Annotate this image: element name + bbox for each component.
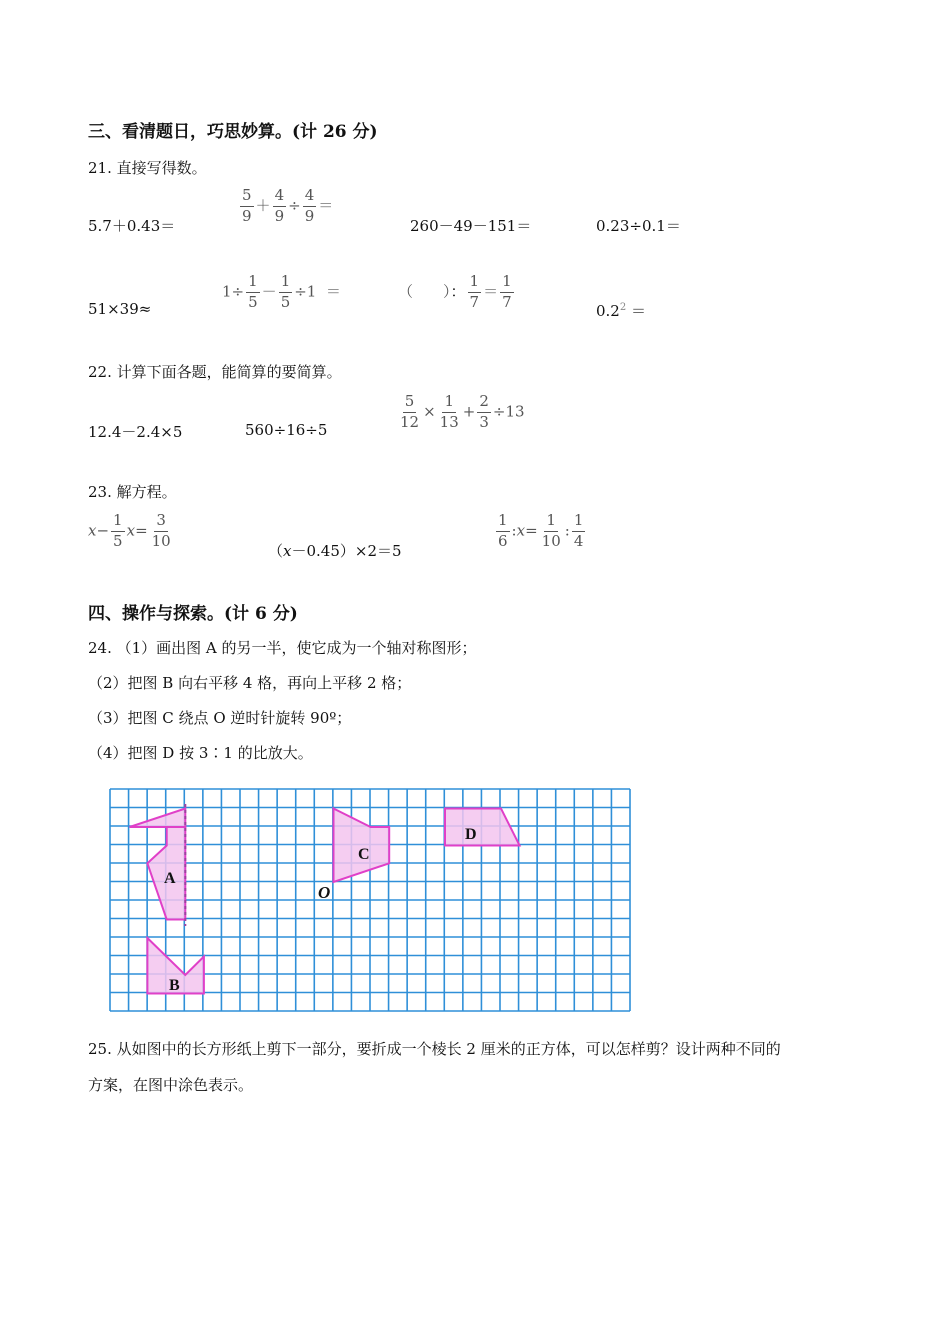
q21-item-6: 1÷ $\frac{1}{5}$ － $\frac{1}{5}$ ÷1 ＝: [222, 272, 341, 311]
q21-item-1: 5.7＋0.43＝: [88, 217, 176, 235]
q24-line-4: （4）把图 D 按 3∶1 的比放大。: [88, 744, 313, 762]
q23-label: 23. 解方程。: [88, 483, 177, 501]
q21-item-3: 260－49－151＝: [410, 217, 532, 235]
q21-item-2: $\frac{5}{9}$ ＋ $\frac{4}{9}$ ÷ $\frac{4}{9}$ ＝: [242, 186, 334, 225]
label-b: B: [169, 977, 180, 994]
q22-expr-3: $\frac{5}{12}$ × $\frac{1}{13}$ + $\frac{2}{3}$ ÷13: [400, 392, 525, 431]
q21-item-4: 0.23÷0.1＝: [596, 217, 681, 235]
label-a: A: [164, 870, 176, 887]
q21-item-5: 51×39≈: [88, 300, 152, 318]
section-4-title: 四、操作与探索。(计 6 分): [88, 604, 298, 624]
label-c: C: [358, 846, 370, 863]
q23-eq-3: $\frac{1}{6}$ :x= $\frac{1}{10}$ : $\frac{1}{4}$: [498, 511, 584, 550]
q24-line-2: （2）把图 B 向右平移 4 格，再向上平移 2 格；: [88, 674, 412, 692]
q23-eq-1: x− $\frac{1}{5}$ x= $\frac{3}{10}$: [88, 511, 171, 550]
q25-line-1: 25. 从如图中的长方形纸上剪下一部分，要折成一个棱长 2 厘米的正方体，可以怎样剪？设计两种不同的: [88, 1040, 781, 1058]
q21-item-8: $0.2^2$ ＝: [596, 302, 647, 320]
q22-expr-2: 560÷16÷5: [245, 421, 328, 439]
section-3-title: 三、看清题日，巧思妙算。(计 26 分): [88, 122, 378, 142]
q24-line-3: （3）把图 C 绕点 O 逆时针旋转 90º；: [88, 709, 352, 727]
label-o: O: [318, 883, 331, 902]
q21-label: 21. 直接写得数。: [88, 159, 207, 177]
q21-item-7: （ ）： $\frac{1}{7}$ ＝ $\frac{1}{7}$: [398, 272, 512, 311]
q24-grid-figure: [106, 786, 636, 1016]
q23-eq-2: （x－0.45）×2＝5: [268, 542, 402, 560]
q25-line-2: 方案，在图中涂色表示。: [88, 1076, 254, 1094]
q22-label: 22. 计算下面各题，能简算的要简算。: [88, 363, 342, 381]
q24-line-1: 24. （1）画出图 A 的另一半，使它成为一个轴对称图形；: [88, 639, 477, 657]
label-d: D: [465, 826, 477, 843]
q22-expr-1: 12.4－2.4×5: [88, 423, 183, 441]
